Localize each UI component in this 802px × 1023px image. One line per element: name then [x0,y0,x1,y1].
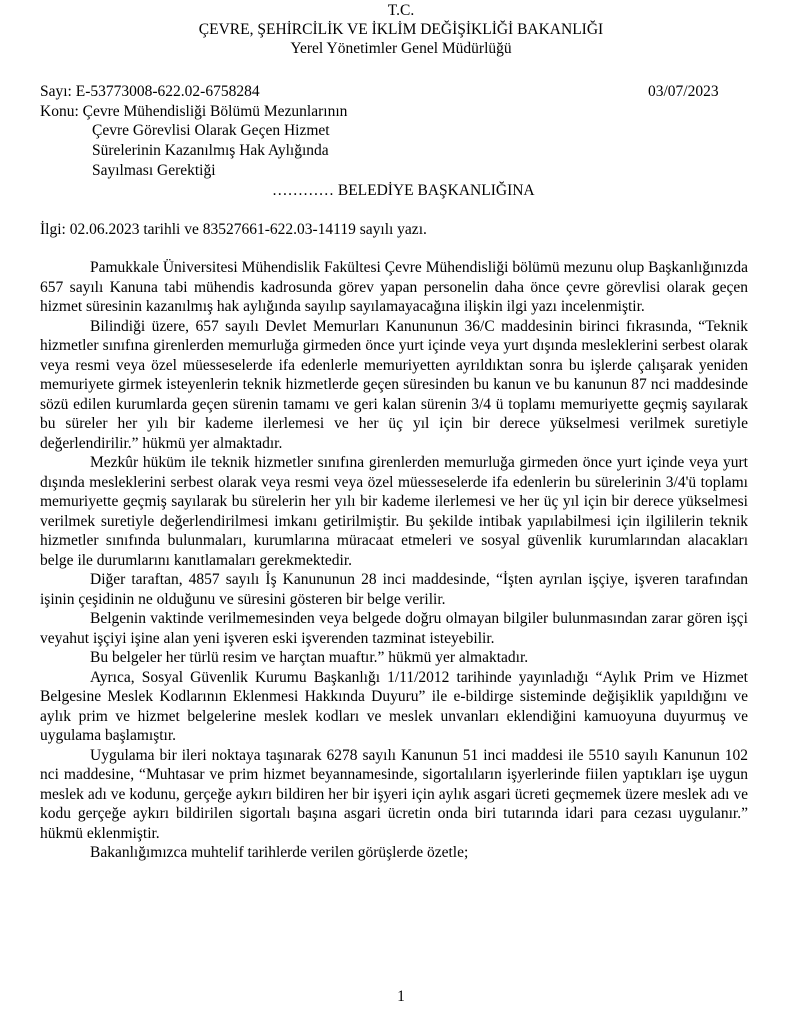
paragraph: Uygulama bir ileri noktaya taşınarak 6278 sayılı Kanunun 51 inci maddesi ile 5510 sayılı Kanunun 102 nci maddesine, “Muhtasar ve prim hizmet beyannamesinde, sigortalıların işyerlerinde fiilen yaptıkları işe uygun meslek adı ve kodunu, gerçeğe aykırı bildiren her bir işyeri için aylık asgari ücreti geçmemek üzere meslek adı ve kodu gerçeğe aykırı bildirilen sigortalı başına asgari ücretin onda biri tutarında idari para cezası uygulanır.” hükmü eklenmiştir. [40,746,748,842]
subject-line-4: Sayılması Gerektiği [92,162,216,179]
paragraph: Diğer taraftan, 4857 sayılı İş Kanununun 28 inci maddesinde, “İşten ayrılan işçiye, işveren tarafından işinin çeşidinin ne olduğunu ve süresini gösteren bir belge verilir. [40,571,748,608]
paragraph: Bakanlığımızca muhtelif tarihlerde verilen görüşlerde özetle; [90,844,469,861]
paragraph: Bilindiği üzere, 657 sayılı Devlet Memurları Kanununun 36/C maddesinin birinci fıkrasında, “Teknik hizmetler sınıfına girenlerden memurluğa girmeden önce yurt içinde veya yurt dışında mesleklerini serbest olarak veya resmi veya özel müesseselerde ifa edenlerle memuriyetten ayrıldıktan sonra bu işlerde çalışarak yeniden memuriyete girmek isteyenlerin teknik hizmetlerde geçen süresinden bu kanun ve bu kanunun 87 nci maddesinde sözü edilen kurumlarda geçen sürenin tamamı ve geri kalan sürenin 3/4 ü toplamı memuriyette geçmiş sayılarak bu süreler her yılı bir kademe ilerlemesi ve her üç yıl için bir derece yükselmesi verilmek suretiyle değerlendirilir.” hükmü yer almaktadır. [40,317,748,452]
reference-line: İlgi: 02.06.2023 tarihli ve 83527661-622.03-14119 sayılı yazı. [40,221,427,238]
subject-line-1: Konu: Çevre Mühendisliği Bölümü Mezunlarının [40,103,348,120]
subject-line-3: Sürelerinin Kazanılmış Hak Aylığında [92,142,329,159]
paragraph: Mezkûr hüküm ile teknik hizmetler sınıfına girenlerden memurluğa girmeden önce yurt içinde veya yurt dışında mesleklerini serbest olarak veya resmi veya özel müesseselerde ifa edenlerin bu sürelerinin 3/4'ü toplamı memuriyette geçmiş sayılarak bu sürelerin her yılı bir kademe ilerlemesi ve her üç yıl için bir derece yükselmesi verilmek suretiyle değerlendirilmesi imkanı getirilmiştir. Bu şekilde intibak yapılabilmesi için ilgililerin teknik hizmetler sınıfında bulunmaları, kurumlarına müracaat etmeleri ve sosyal güvenlik kurumlarından alacakları belge ile durumlarını kanıtlamaları gerekmektedir. [40,454,748,569]
paragraph: Pamukkale Üniversitesi Mühendislik Fakültesi Çevre Mühendisliği bölümü mezunu olup Başkanlığınızda 657 sayılı Kanuna tabi mühendis kadrosunda görev yapan personelin daha önce çevre görevlisi olarak geçen hizmet süresinin kazanılmış hak aylığında sayılıp sayılamayacağına ilişkin ilgi yazı incelenmiştir. [40,259,748,315]
header-tc: T.C. [387,2,415,19]
body-text [40,258,748,863]
document-number: Sayı: E-53773008-622.02-6758284 [40,83,260,100]
paragraph: Ayrıca, Sosyal Güvenlik Kurumu Başkanlığı 1/11/2012 tarihinde yayınladığı “Aylık Prim ve Hizmet Belgesine Meslek Kodlarının Eklenmesi Hakkında Duyuru” ile e-bildirge sisteminde değişiklik yapıldığını ve aylık prim ve hizmet belgelerine meslek kodları ve meslek unvanları eklendiğini kamuoyuna duyurmuş ve uygulama başlamıştır. [40,668,748,744]
document-date: 03/07/2023 [648,83,719,100]
page-number: 1 [397,988,405,1005]
header-directorate: Yerel Yönetimler Genel Müdürlüğü [290,40,512,57]
recipient: ………… BELEDİYE BAŞKANLIĞINA [272,182,535,199]
paragraph: Bu belgeler her türlü resim ve harçtan muaftır.” hükmü yer almaktadır. [90,649,529,666]
header-ministry: ÇEVRE, ŞEHİRCİLİK VE İKLİM DEĞİŞİKLİĞİ BAKANLIĞI [198,21,604,38]
subject-line-2: Çevre Görevlisi Olarak Geçen Hizmet [92,122,330,139]
paragraph: Belgenin vaktinde verilmemesinden veya belgede doğru olmayan bilgiler bulunmasından zarar gören işçi veyahut işçiyi işine alan yeni işveren eski işverenden tazminat isteyebilir. [40,610,748,647]
